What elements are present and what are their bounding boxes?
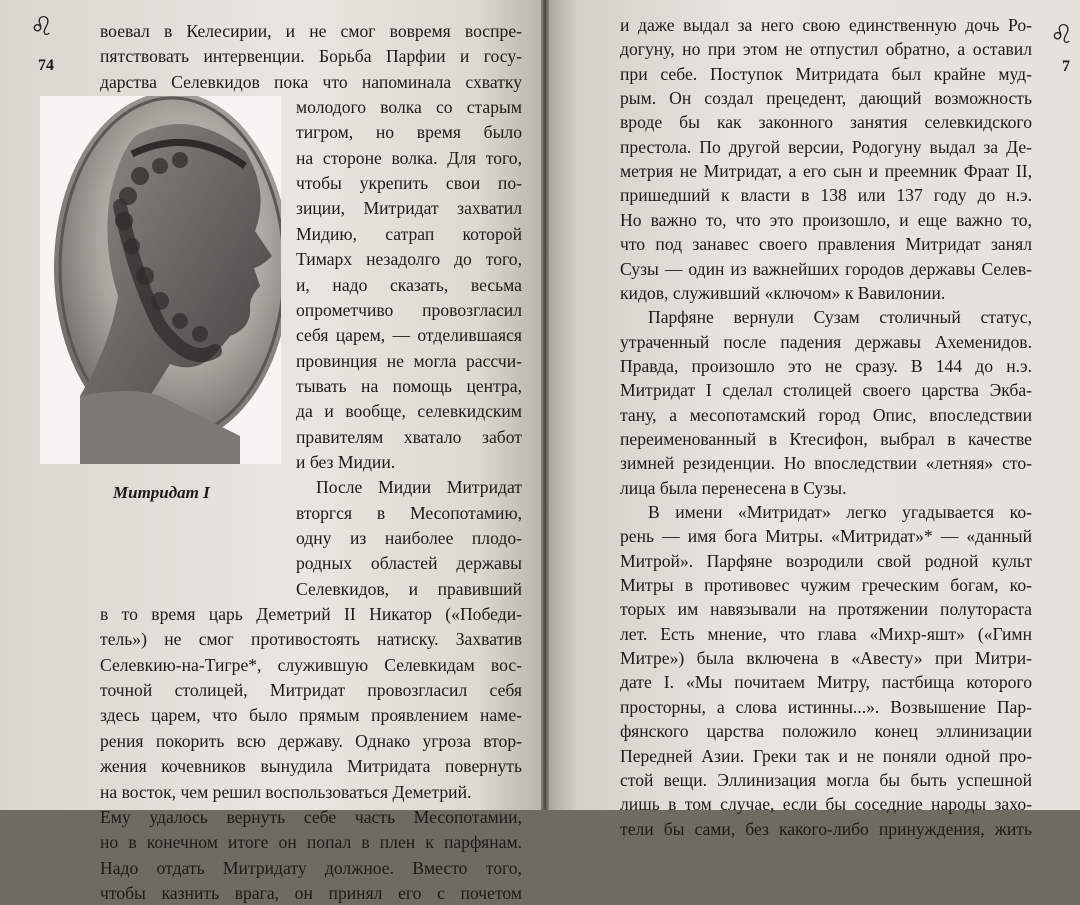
left-page-text-line: родных областей державы [296, 553, 522, 574]
right-page-text-line: стой вещи. Эллинизация могла бы быть успешной [620, 769, 1032, 790]
left-page-text-line: на стороне волка. Для того, [296, 147, 522, 168]
right-page-text-line: переименованный в Ктесифон, выбрал в качестве [620, 428, 1032, 449]
mithridates-portrait-image [40, 96, 281, 464]
right-page-text-line: Правда, произошло это не сразу. В 144 до н.э. [620, 355, 1032, 376]
left-page-text-line: чтобы укрепить свои по- [296, 173, 522, 194]
figure-caption: Митридат I [113, 483, 210, 502]
right-page-text-line: просторны, а слова истинны...». Возвышение Пар- [620, 696, 1032, 717]
right-page-text-line: рень — имя бога Митры. «Митридат»* — «данный [620, 526, 1032, 547]
left-page-text-line: себя царем, — отделившаяся [296, 325, 522, 346]
right-page-text-line: при себе. Поступок Митридата был крайне муд- [620, 63, 1032, 84]
lion-emblem-icon: ♌ [1050, 20, 1074, 50]
left-page-text-line: да и вообще, селевкидским [296, 401, 522, 422]
right-page-text-line: тели бы сами, без какого-либо принуждения, жить [620, 818, 1032, 839]
right-page-text-line: Но важно то, что это произошло, и еще важно то, [620, 209, 1032, 230]
left-page-text-line: опрометчиво провозгласил [296, 299, 522, 320]
left-page-text-line: Селевкию-на-Тигре*, служившую Селевкидам вос- [100, 654, 522, 675]
left-page-text-line: но в конечном итоге он попал в плен к парфянам. [100, 832, 522, 853]
left-page-text-line: Тимарх незадолго до того, [296, 249, 522, 270]
right-page-text-line: вроде бы как законного занятия селевкидского [620, 112, 1032, 133]
left-page-text-line: Мидию, сатрап которой [296, 223, 522, 244]
left-page-text-line: чтобы казнить врага, он принял его с почетом [100, 882, 522, 903]
left-page-text-line: рения покорить всю державу. Однако угроза втор- [100, 730, 522, 751]
left-page-text-line: правителям хватало забот [296, 426, 522, 447]
right-page-text-line: кидов, служивший «ключом» к Вавилонии. [620, 282, 946, 303]
mithridates-relief-portrait [40, 96, 281, 464]
left-page-text-line: Надо отдать Митридату должное. Вместо того, [100, 857, 522, 878]
left-page-text-line: и, надо сказать, весьма [296, 274, 522, 295]
right-page-text-line: что под занавес своего правления Митридат занял [620, 234, 1032, 255]
right-page-text-line: Передней Азии. Греки так и не поняли одной про- [620, 745, 1032, 766]
left-page-text-line: тигром, но время было [296, 122, 522, 143]
left-page-text-line: молодого волка со старым [296, 97, 522, 118]
right-page-text-line: лишь в том случае, если бы соседние народы захо- [620, 794, 1032, 815]
right-page-text-line: догуну, но при этом не отпустил обратно, а оставил [620, 39, 1032, 60]
right-page-text-line: дате I. «Мы почитаем Митру, пастбища которого [620, 672, 1032, 693]
left-page-number: 74 [38, 57, 54, 74]
right-page-number: 7 [1062, 58, 1070, 75]
left-page-text-line: провинция не могла рассчи- [296, 350, 522, 371]
right-page-text-line: Митре») была включена в «Авесту» при Митри- [620, 648, 1032, 669]
left-page-text-line: одну из наиболее плодо- [296, 528, 522, 548]
book-spine [541, 0, 549, 810]
right-page-text-line: лица была перенесена в Сузы. [620, 477, 847, 498]
left-page-text-line: Ему удалось вернуть себе часть Месопотамии, [100, 806, 522, 827]
left-page-text-line: на восток, чем решил воспользоваться Деметрий. [100, 781, 472, 802]
left-page-text-line: пятствовать интервенции. Борьба Парфии и госу- [100, 46, 522, 67]
left-page-text-line: в то время царь Деметрий II Никатор («Победи- [100, 604, 522, 625]
right-page-text-line: Митрой». Парфяне возродили свой родной культ [620, 550, 1032, 571]
left-page-text-line: воевал в Келесирии, и не смог вовремя воспре- [100, 21, 522, 41]
lion-emblem-icon: ♌ [30, 12, 54, 42]
left-page-text-line: После Мидии Митридат [316, 477, 522, 498]
right-page-text-line: и даже выдал за него свою единственную дочь Ро- [620, 15, 1032, 35]
left-page-text-line: и без Мидии. [296, 451, 396, 472]
left-page-text-line: тель») не смог противостоять натиску. Захватив [100, 629, 522, 650]
left-page-text-line: Селевкидов, и правивший [296, 578, 522, 599]
left-page-text-line: здесь царем, что было прямым проявлением наме- [100, 705, 522, 726]
right-page-text-line: Парфяне вернули Сузам столичный статус, [648, 307, 1032, 328]
right-page-text-line: утраченный после падения державы Ахеменидов. [620, 331, 1032, 352]
left-page-text-line: дарства Селевкидов пока что напоминала схватку [100, 71, 522, 92]
right-page-text-line: тану, а месопотамский город Опис, впоследствии [620, 404, 1032, 425]
right-page-text-line: метрия не Митридат, а его сын и преемник Фраат II, [620, 161, 1032, 182]
right-page-text-line: лет. Есть мнение, что глава «Михр-яшт» («Гимн [620, 623, 1032, 644]
right-page-text-line: зимней резиденции. Но впоследствии «летняя» сто- [620, 453, 1032, 474]
left-page-text-line: вторгся в Месопотамию, [296, 502, 522, 523]
right-page-text-line: Митридат I сделал столицей своего царства Экба- [620, 380, 1032, 401]
left-page-text-line: тывать на помощь центра, [296, 375, 522, 396]
right-page-text-line: рым. Он создал прецедент, дающий возможность [620, 88, 1032, 109]
left-page-text-line: точной столицей, Митридат провозгласил себя [100, 680, 522, 701]
right-page-text-line: пришедший к власти в 138 или 137 году до н.э. [620, 185, 1032, 206]
right-page-text-line: Сузы — один из важнейших городов державы Селев- [620, 258, 1032, 279]
right-page-text-line: Митры в противовес чужим греческим богам, ко- [620, 575, 1032, 596]
right-page-text-line: В имени «Митридат» легко угадывается ко- [648, 502, 1032, 522]
left-page-text-line: жения кочевников вынудила Митридата повернуть [100, 756, 522, 777]
right-page-text-line: престола. По другой версии, Родогуну выдал за Де- [620, 136, 1032, 157]
right-page-text-line: торых им навязывали на протяжении полутораста [620, 599, 1032, 620]
right-page-text-line: фянского царства положило конец эллинизации [620, 721, 1032, 742]
left-page-text-line: зиции, Митридат захватил [296, 198, 522, 219]
